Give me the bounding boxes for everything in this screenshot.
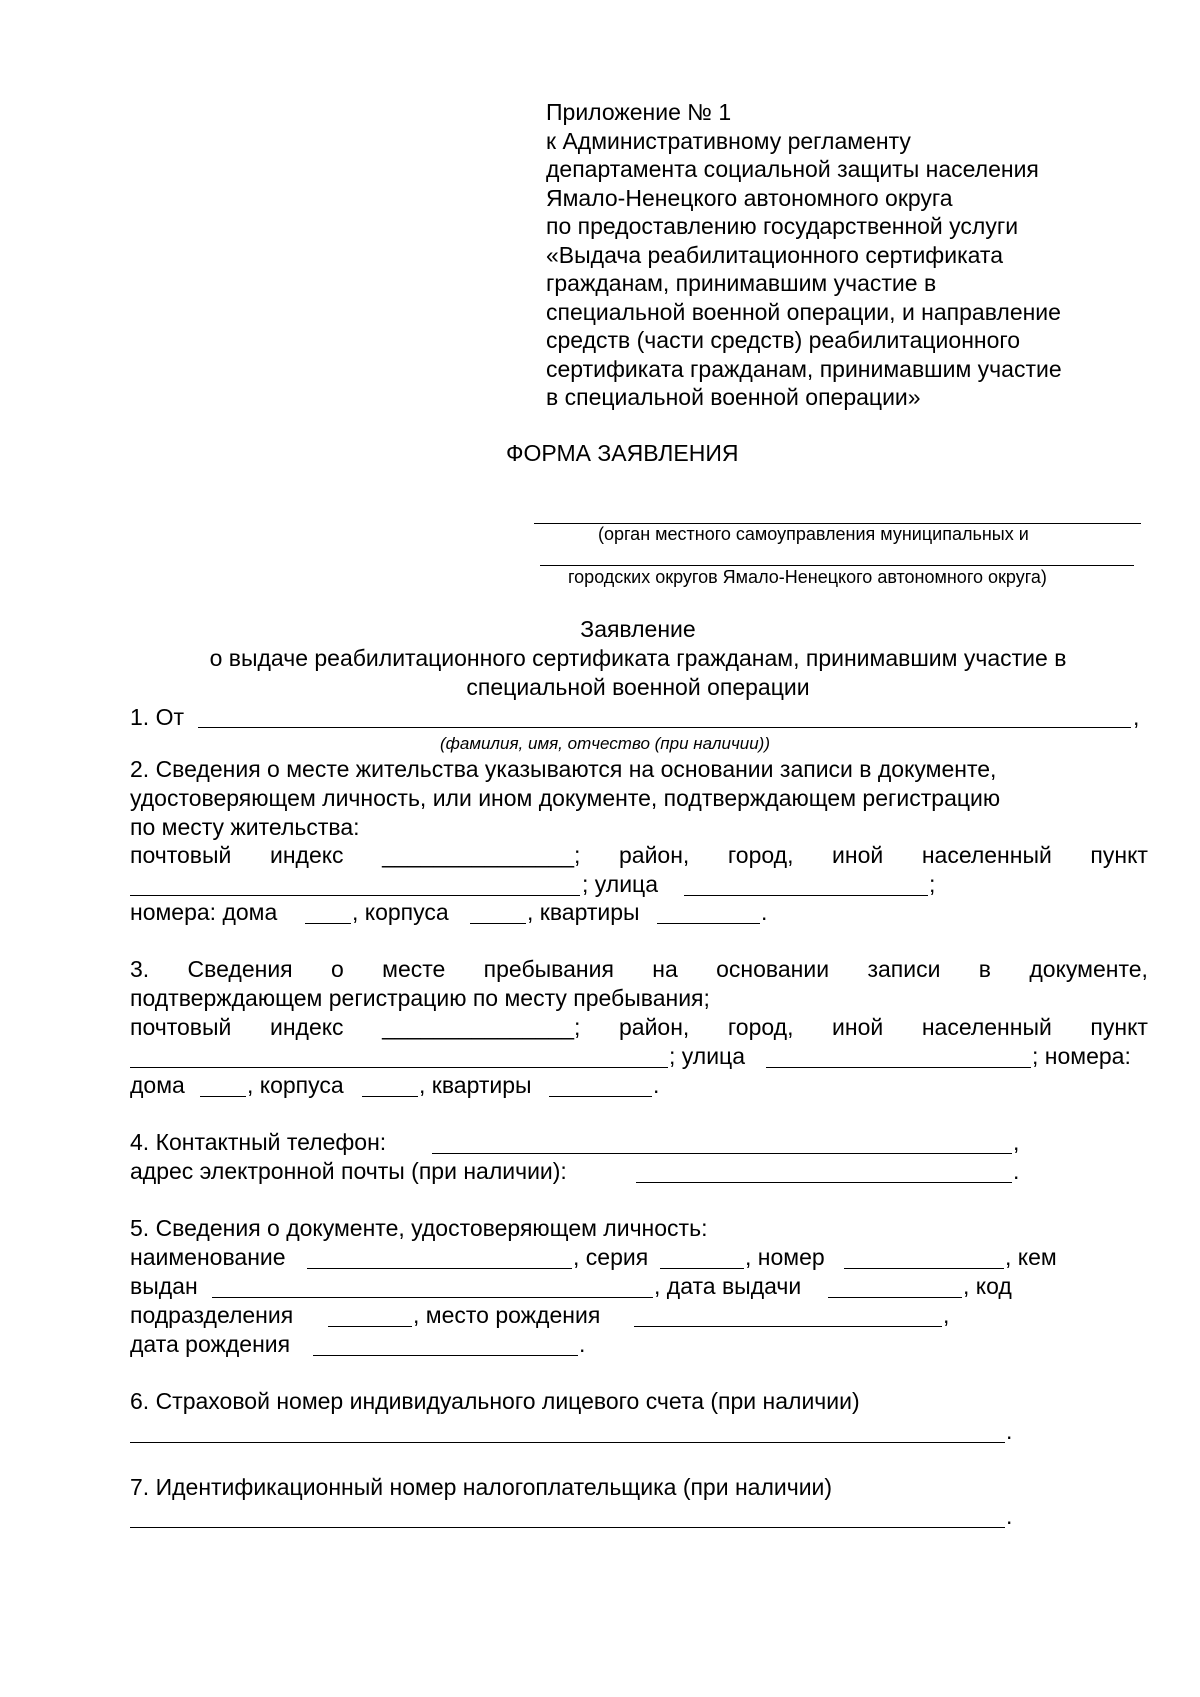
section-7-title: 7. Идентификационный номер налогоплательщика (при наличии) (130, 1474, 833, 1500)
postal-word: город, (727, 1014, 794, 1040)
header-line: Приложение № 1 (546, 99, 732, 125)
section-2-postal-row (130, 842, 1148, 869)
s3-word: в (978, 956, 992, 982)
doc-issued-label: выдан (130, 1273, 198, 1299)
stay-numbers-label: ; номера: (1032, 1043, 1131, 1069)
stay-street-field[interactable] (766, 1067, 1031, 1068)
applicant-name-hint: (фамилия, имя, отчество (при наличии)) (440, 734, 770, 753)
phone-field[interactable] (432, 1153, 1012, 1154)
inn-dot: . (1006, 1503, 1013, 1529)
section-3-line-2: подтверждающем регистрацию по месту пребывания; (130, 985, 710, 1011)
street-semicolon: ; (929, 871, 936, 897)
section-1-comma: , (1133, 704, 1140, 730)
header-line: средств (части средств) реабилитационного (546, 327, 1021, 353)
section-6-title: 6. Страховой номер индивидуального лицевого счета (при наличии) (130, 1388, 860, 1414)
birthdate-field[interactable] (313, 1355, 578, 1356)
statement-title: Заявление (580, 616, 696, 642)
postal-word: район, (618, 1014, 690, 1040)
header-line: гражданам, принимавшим участие в (546, 270, 937, 296)
form-title: ФОРМА ЗАЯВЛЕНИЯ (506, 440, 739, 466)
residence-corpus-label: , корпуса (352, 899, 449, 925)
header-line: департамента социальной защиты населения (546, 156, 1039, 182)
s3-word: Сведения (187, 956, 293, 982)
residence-numbers-label: номера: дома (130, 899, 278, 925)
snils-field[interactable] (130, 1442, 1005, 1443)
email-label: адрес электронной почты (при наличии): (130, 1158, 567, 1184)
s3-word: записи (867, 956, 941, 982)
doc-code-label: , код (963, 1273, 1012, 1299)
s3-word: пребывания (483, 956, 614, 982)
header-line: Ямало-Ненецкого автономного округа (546, 184, 953, 211)
residence-flat-label: , квартиры (527, 899, 640, 925)
section-5-title: 5. Сведения о документе, удостоверяющем личность: (130, 1215, 708, 1241)
section-1-label: 1. От (130, 704, 184, 730)
street-label: ; улица (582, 871, 659, 897)
s3-word: документе, (1029, 956, 1148, 982)
section-2-line-1: 2. Сведения о месте жительства указываются на основании записи в документе, (130, 756, 997, 782)
email-dot: . (1013, 1158, 1020, 1184)
postal-word: индекс (269, 1014, 344, 1040)
phone-label: 4. Контактный телефон: (130, 1129, 387, 1155)
birthdate-label: дата рождения (130, 1331, 291, 1357)
doc-number-label: , номер (745, 1244, 825, 1270)
doc-issued-by-field[interactable] (212, 1297, 653, 1298)
postal-word: пункт (1090, 842, 1148, 868)
section-2-line-3: по месту жительства: (130, 814, 360, 840)
inn-field[interactable] (130, 1527, 1005, 1528)
doc-number-field[interactable] (844, 1268, 1004, 1269)
section-2-line-2: удостоверяющем личность, или ином документе, подтверждающем регистрацию (130, 785, 1001, 811)
residence-locality-field[interactable] (130, 895, 580, 896)
doc-name-field[interactable] (307, 1268, 572, 1269)
postal-word: иной (832, 842, 884, 868)
header-line: в специальной военной операции» (546, 384, 921, 410)
addressee-caption-1: (орган местного самоуправления муниципальных и (598, 524, 1029, 544)
email-field[interactable] (636, 1182, 1012, 1183)
postal-word: иной (832, 1014, 884, 1040)
doc-date-label: , дата выдачи (654, 1273, 802, 1299)
s3-word: месте (382, 956, 446, 982)
stay-postal-index-field[interactable]: _______________; (382, 1014, 581, 1040)
birthplace-field[interactable] (634, 1326, 942, 1327)
doc-by-label: , кем (1005, 1244, 1057, 1270)
birthdate-dot: . (579, 1331, 586, 1357)
section-3-line-1 (130, 956, 1148, 983)
stay-house-field[interactable] (200, 1096, 246, 1097)
stay-locality-field[interactable] (130, 1067, 668, 1068)
statement-subtitle-1: о выдаче реабилитационного сертификата гражданам, принимавшим участие в (209, 645, 1067, 671)
applicant-name-field[interactable] (198, 727, 1131, 728)
s3-word: 3. (130, 956, 150, 982)
statement-subtitle-2: специальной военной операции (466, 674, 810, 700)
appendix-header (546, 98, 1062, 412)
postal-index-field[interactable]: _______________; (382, 842, 581, 868)
postal-word: пункт (1090, 1014, 1148, 1040)
stay-dot: . (653, 1072, 660, 1098)
residence-street-field[interactable] (684, 895, 928, 896)
snils-dot: . (1006, 1418, 1013, 1444)
stay-flat-label: , квартиры (419, 1072, 532, 1098)
s3-word: на (652, 956, 678, 982)
phone-comma: , (1013, 1129, 1020, 1155)
postal-word: населенный (921, 1014, 1052, 1040)
header-line: «Выдача реабилитационного сертификата (546, 241, 1003, 268)
section-3-postal-row (130, 1014, 1148, 1041)
birthplace-label: , место рождения (413, 1302, 601, 1328)
postal-word: город, (727, 842, 794, 868)
stay-corpus-field[interactable] (362, 1096, 418, 1097)
doc-date-field[interactable] (828, 1297, 962, 1298)
header-line: к Административному регламенту (546, 127, 911, 154)
s3-word: о (330, 956, 344, 982)
doc-series-label: , серия (573, 1244, 649, 1270)
postal-word: индекс (269, 842, 344, 868)
doc-division-label: подразделения (130, 1302, 294, 1328)
header-line: сертификата гражданам, принимавшим участие (546, 355, 1062, 382)
residence-house-field[interactable] (305, 923, 351, 924)
doc-division-field[interactable] (328, 1326, 412, 1327)
stay-street-label: ; улица (669, 1043, 746, 1069)
s3-word: основании (716, 956, 830, 982)
postal-word: населенный (921, 842, 1052, 868)
stay-house-label: дома (130, 1072, 185, 1098)
addressee-caption-2: городских округов Ямало-Ненецкого автономного округа) (568, 567, 1047, 587)
doc-name-label: наименование (130, 1244, 286, 1270)
postal-word: почтовый (130, 1014, 232, 1040)
doc-series-field[interactable] (660, 1268, 744, 1269)
residence-dot: . (761, 899, 768, 925)
residence-flat-field[interactable] (657, 923, 760, 924)
postal-word: почтовый (130, 842, 232, 868)
postal-word: район, (618, 842, 690, 868)
stay-corpus-label: , корпуса (247, 1072, 344, 1098)
header-line: специальной военной операции, и направление (546, 298, 1061, 325)
header-line: по предоставлению государственной услуги (546, 213, 1019, 239)
birthplace-comma: , (943, 1302, 950, 1328)
addressee-line-2[interactable] (540, 565, 1134, 566)
stay-flat-field[interactable] (549, 1096, 652, 1097)
residence-corpus-field[interactable] (470, 923, 526, 924)
